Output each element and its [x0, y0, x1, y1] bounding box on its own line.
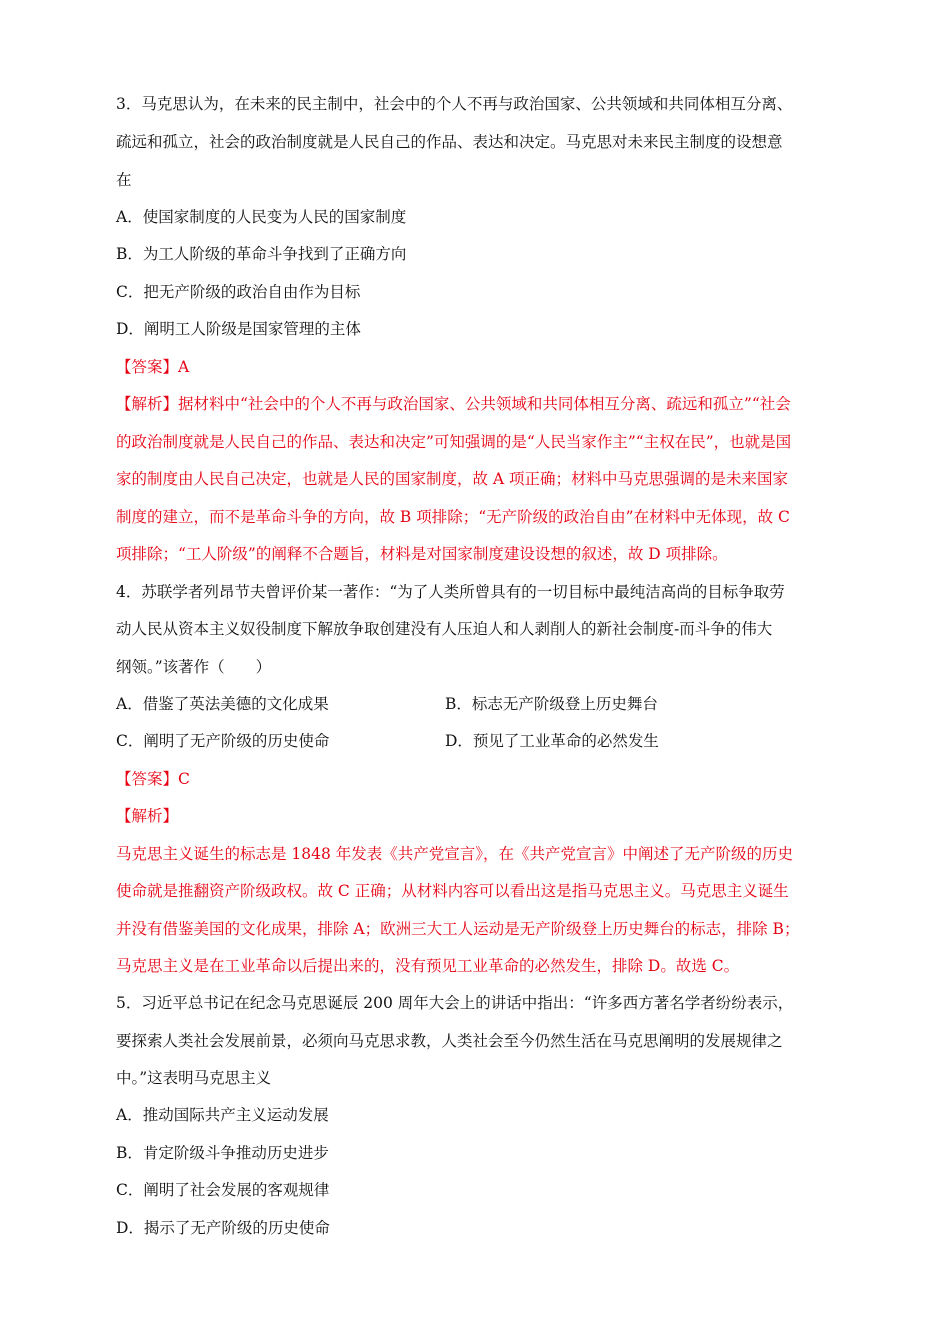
- q3-stem-line-1: 3．马克思认为，在未来的民主制中，社会中的个人不再与政治国家、公共领域和共同体相互分离、: [116, 95, 793, 113]
- q4-answer: 【答案】C: [116, 770, 190, 788]
- q3-analysis-line-5: 项排除；“工人阶级”的阐释不合题旨，材料是对国家制度建设设想的叙述，故 D 项排除。: [116, 545, 728, 563]
- q4-stem-line-3: 纲领。”该著作（ ）: [116, 658, 272, 676]
- q3-answer: 【答案】A: [116, 358, 190, 376]
- q4-option-b: B．标志无产阶级登上历史舞台: [445, 695, 658, 713]
- q5-option-a: A．推动国际共产主义运动发展: [116, 1106, 329, 1124]
- q5-option-b: B．肯定阶级斗争推动历史进步: [116, 1144, 329, 1162]
- q4-option-d: D．预见了工业革命的必然发生: [445, 732, 659, 750]
- q5-option-c: C．阐明了社会发展的客观规律: [116, 1181, 330, 1199]
- q3-analysis-line-4: 制度的建立，而不是革命斗争的方向，故 B 项排除；“无产阶级的政治自由”在材料中无体现，故 C: [116, 508, 790, 526]
- q3-option-a: A．使国家制度的人民变为人民的国家制度: [116, 208, 407, 226]
- q3-option-c: C．把无产阶级的政治自由作为目标: [116, 283, 361, 301]
- q4-analysis-line-1: 马克思主义诞生的标志是 1848 年发表《共产党宣言》，在《共产党宣言》中阐述了无产阶级的历史: [116, 845, 794, 863]
- q5-stem-line-1: 5．习近平总书记在纪念马克思诞辰 200 周年大会上的讲话中指出：“许多西方著名学者纷纷表示，: [116, 994, 794, 1012]
- q4-stem-line-2: 动人民从资本主义奴役制度下解放争取创建没有人压迫人和人剥削人的新社会制度-而斗争的伟大: [116, 620, 773, 638]
- q3-analysis-line-2: 的政治制度就是人民自己的作品、表达和决定”可知强调的是“人民当家作主”“主权在民”，也就是国: [116, 433, 792, 451]
- q5-stem-line-2: 要探索人类社会发展前景，必须向马克思求教，人类社会至今仍然生活在马克思阐明的发展规律之: [116, 1032, 783, 1050]
- q5-option-d: D．揭示了无产阶级的历史使命: [116, 1219, 330, 1237]
- q3-option-b: B．为工人阶级的革命斗争找到了正确方向: [116, 245, 407, 263]
- q3-stem-line-2: 疏远和孤立，社会的政治制度就是人民自己的作品、表达和决定。马克思对未来民主制度的设想意: [116, 133, 783, 151]
- q4-option-a: A．借鉴了英法美德的文化成果: [116, 695, 329, 713]
- q4-analysis-line-4: 马克思主义是在工业革命以后提出来的，没有预见工业革命的必然发生，排除 D。故选 C。: [116, 957, 740, 975]
- q4-analysis-label: 【解析】: [116, 807, 179, 825]
- q4-analysis-line-3: 并没有借鉴美国的文化成果，排除 A；欧洲三大工人运动是无产阶级登上历史舞台的标志，排除 B；: [116, 920, 800, 938]
- q3-analysis-line-3: 家的制度由人民自己决定，也就是人民的国家制度，故 A 项正确；材料中马克思强调的是未来国家: [116, 470, 789, 488]
- q4-stem-line-1: 4．苏联学者列昂节夫曾评价某一著作：“为了人类所曾具有的一切目标中最纯洁高尚的目标争取劳: [116, 583, 785, 601]
- q4-option-c: C．阐明了无产阶级的历史使命: [116, 732, 330, 750]
- q4-analysis-line-2: 使命就是推翻资产阶级政权。故 C 正确；从材料内容可以看出这是指马克思主义。马克思主义诞生: [116, 882, 789, 900]
- q5-stem-line-3: 中。”这表明马克思主义: [116, 1069, 272, 1087]
- q3-option-d: D．阐明工人阶级是国家管理的主体: [116, 320, 361, 338]
- q3-stem-line-3: 在: [116, 171, 132, 189]
- q3-analysis-line-1: 【解析】据材料中“社会中的个人不再与政治国家、公共领域和共同体相互分离、疏远和孤立”“社会: [116, 395, 791, 413]
